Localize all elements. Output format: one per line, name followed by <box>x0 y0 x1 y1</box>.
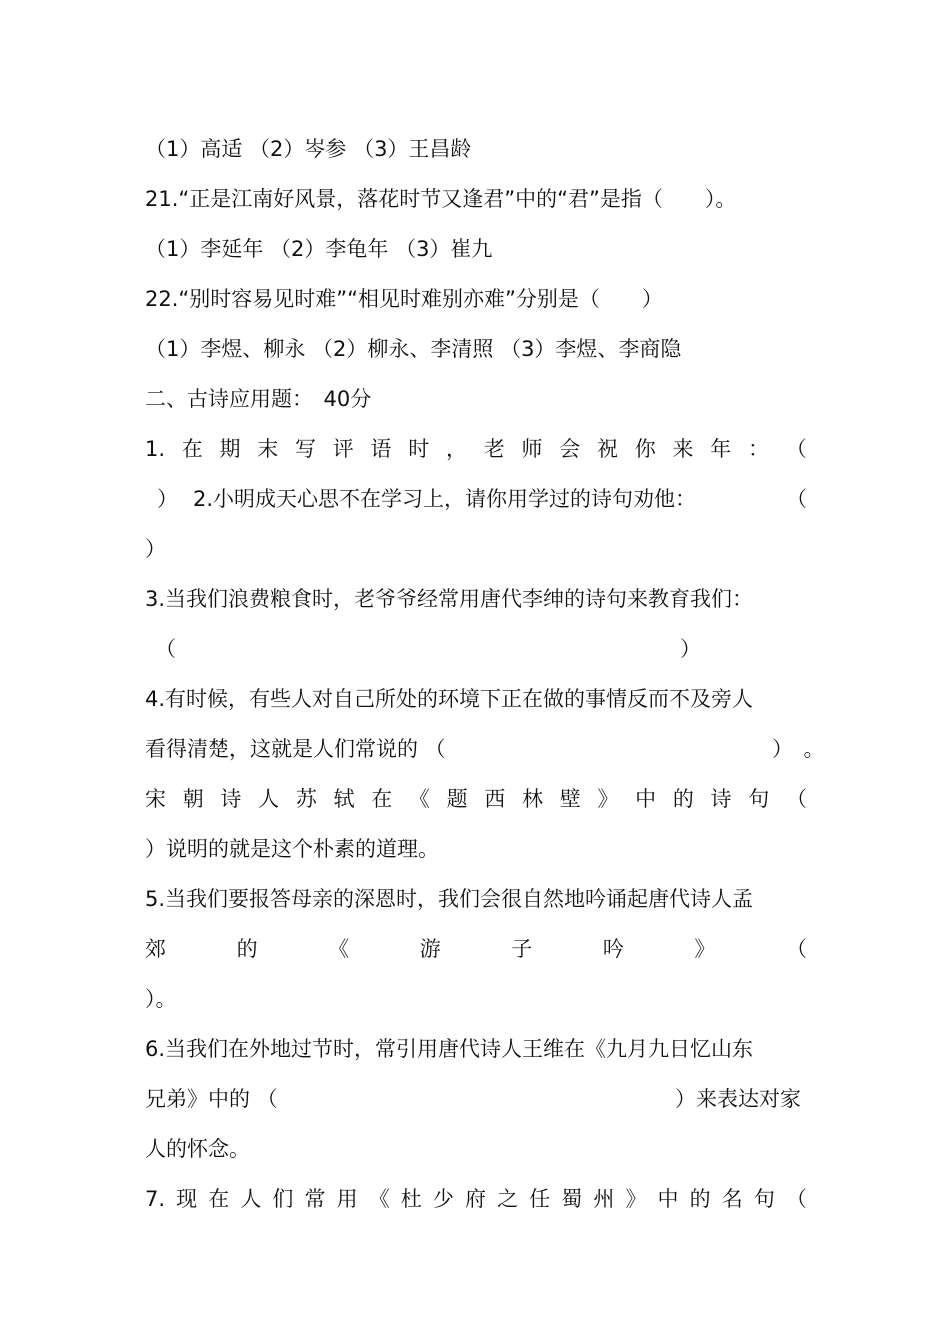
token: 来 <box>672 437 694 461</box>
token: 轼 <box>333 787 355 811</box>
q21-question: 21.“正是江南好风景，落花时节又逢君”中的“君”是指（ ）。 <box>145 187 737 211</box>
app-q5-poem-line <box>145 934 807 964</box>
token: 老 <box>483 437 505 461</box>
token: 你 <box>634 437 656 461</box>
token: 名 <box>721 1187 743 1211</box>
app-q5-blank-end: ）。 <box>145 987 177 1011</box>
token: 任 <box>529 1187 551 1211</box>
token: 朝 <box>182 787 204 811</box>
token: 《 <box>328 937 350 961</box>
section-heading: 二、古诗应用题： 40分 <box>145 387 372 411</box>
token: （ <box>785 1187 807 1211</box>
token: 年 <box>710 437 732 461</box>
token: 期 <box>219 437 241 461</box>
token: 吟 <box>602 937 624 961</box>
token: 在 <box>371 787 393 811</box>
token: 的 <box>689 1187 711 1211</box>
token: 7. <box>145 1187 166 1211</box>
token: 《 <box>368 1187 390 1211</box>
app-q2-text: 2.小明成天心思不在学习上，请你用学过的诗句劝他： <box>193 487 697 511</box>
token: 游 <box>419 937 441 961</box>
token: 《 <box>408 787 430 811</box>
token: 壁 <box>559 787 581 811</box>
token: 会 <box>559 437 581 461</box>
blank-open-paren: （ <box>155 637 176 661</box>
blank-open-paren: （ <box>786 487 807 511</box>
token: 》 <box>694 937 716 961</box>
token: 府 <box>464 1187 486 1211</box>
q20-options: （1）高适 （2）岑参 （3）王昌龄 <box>145 137 472 161</box>
token: 苏 <box>295 787 317 811</box>
token: 蜀 <box>561 1187 583 1211</box>
app-q4-conclusion: ）说明的就是这个朴素的道理。 <box>145 837 439 861</box>
q22-question: 22.“别时容易见时难”“相见时难别亦难”分别是（ ） <box>145 287 663 311</box>
blank-close-paren: ） 。 <box>772 737 825 761</box>
app-q1-q2-line <box>145 484 807 514</box>
blank-close-paren: ） <box>157 487 178 511</box>
token: 中 <box>635 787 657 811</box>
token: 在 <box>208 1187 230 1211</box>
token: 的 <box>672 787 694 811</box>
token: 句 <box>748 787 770 811</box>
token: 州 <box>593 1187 615 1211</box>
token: 人 <box>258 787 280 811</box>
token: （ <box>785 437 807 461</box>
token: 》 <box>597 787 619 811</box>
token: （ <box>785 787 807 811</box>
app-q4-text-cont: 看得清楚，这就是人们常说的 （ <box>145 737 446 761</box>
token: 1. <box>145 437 166 461</box>
token: （ <box>785 937 807 961</box>
token: 句 <box>753 1187 775 1211</box>
token: 写 <box>295 437 317 461</box>
token: 题 <box>446 787 468 811</box>
app-q4-text: 4.有时候，有些人对自己所处的环境下正在做的事情反而不及旁人 <box>145 687 754 711</box>
token: ， <box>446 437 468 461</box>
app-q5-text: 5.当我们要报答母亲的深恩时，我们会很自然地吟诵起唐代诗人孟 <box>145 887 754 911</box>
token: 现 <box>176 1187 198 1211</box>
token: 的 <box>236 937 258 961</box>
q21-options: （1）李延年 （2）李龟年 （3）崔九 <box>145 237 493 261</box>
token: ： <box>748 437 770 461</box>
token: 末 <box>257 437 279 461</box>
token: 诗 <box>710 787 732 811</box>
token: 祝 <box>597 437 619 461</box>
q22-options: （1）李煜、柳永 （2）柳永、李清照 （3）李煜、李商隐 <box>145 337 682 361</box>
token: 在 <box>181 437 203 461</box>
app-q6-blank-line <box>145 1084 807 1114</box>
token: 时 <box>408 437 430 461</box>
app-q6-text-end: ）来表达对家 <box>675 1087 801 1111</box>
blank-close-paren: ） <box>680 637 701 661</box>
token: 师 <box>521 437 543 461</box>
token: 郊 <box>145 937 166 961</box>
app-q4-blank-line <box>145 734 825 764</box>
app-q1-line <box>145 434 807 464</box>
app-q6-text: 6.当我们在外地过节时，常引用唐代诗人王维在《九月九日忆山东 <box>145 1037 754 1061</box>
token: 中 <box>657 1187 679 1211</box>
app-q3-blank-line <box>145 634 807 664</box>
token: 常 <box>304 1187 326 1211</box>
token: 》 <box>625 1187 647 1211</box>
app-q3-text: 3.当我们浪费粮食时，老爷爷经常用唐代李绅的诗句来教育我们： <box>145 587 754 611</box>
app-q4-poem-line <box>145 784 807 814</box>
token: 诗 <box>220 787 242 811</box>
token: 林 <box>522 787 544 811</box>
token: 子 <box>511 937 533 961</box>
token: 少 <box>432 1187 454 1211</box>
token: 评 <box>332 437 354 461</box>
app-q7-line <box>145 1184 807 1214</box>
token: 用 <box>336 1187 358 1211</box>
app-q6-conclusion: 人的怀念。 <box>145 1137 250 1161</box>
token: 西 <box>484 787 506 811</box>
token: 们 <box>272 1187 294 1211</box>
token: 人 <box>240 1187 262 1211</box>
token: 语 <box>370 437 392 461</box>
token: 杜 <box>400 1187 422 1211</box>
app-q2-blank-end: ） <box>145 537 166 561</box>
token: 之 <box>497 1187 519 1211</box>
app-q6-text-cont: 兄弟》中的 （ <box>145 1087 278 1111</box>
token: 宋 <box>145 787 166 811</box>
